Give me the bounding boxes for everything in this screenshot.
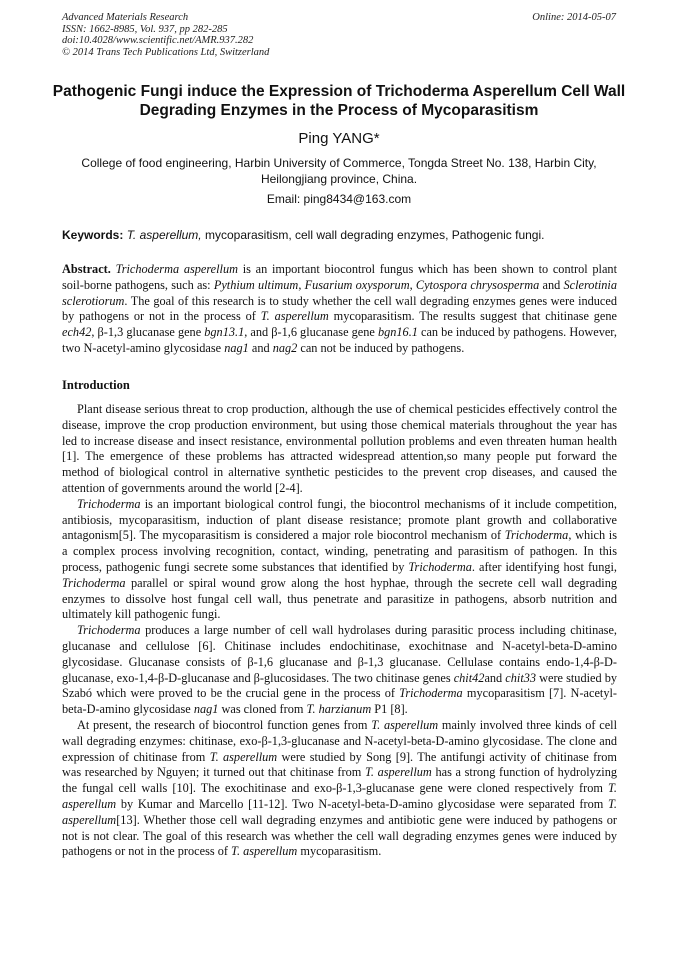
species-name: Pythium ultimum [213, 277, 299, 292]
abstract-text: mycoparasitism. The results suggest that chitinase gene [328, 309, 617, 324]
abstract-text: can not be induced by pathogens. [297, 340, 465, 355]
gene-name: ech42 [62, 325, 92, 340]
section-heading-introduction: Introduction [62, 378, 130, 392]
introduction-body [62, 402, 617, 860]
species-name: T. asperellum [62, 796, 617, 827]
paragraph-2 [62, 497, 617, 623]
keywords-label: Keywords: [62, 228, 124, 242]
issn-line: ISSN: 1662-8985, Vol. 937, pp 282-285 [62, 23, 228, 35]
copyright-line: © 2014 Trans Tech Publications Ltd, Switzerland [62, 46, 270, 58]
species-name: Cytospora chrysosperma [415, 277, 540, 292]
paragraph-text: mycoparasitism [7]. N-acetyl-beta-D-amino glycosidase [62, 686, 617, 717]
abstract [62, 262, 617, 357]
species-name: T. asperellum [364, 765, 432, 780]
keyword-species: T. asperellum, [126, 228, 202, 242]
gene-name: nag2 [272, 340, 298, 355]
paragraph-text: . after identifying host fungi, [471, 559, 617, 574]
genus-name: Trichoderma [62, 575, 126, 590]
abstract-text: and [539, 277, 564, 292]
author-name: Ping YANG* [298, 130, 380, 147]
species-name: T. asperellum [62, 781, 617, 811]
paragraph-4 [62, 718, 617, 860]
abstract-text: , and β-1,6 glucanase gene [244, 325, 378, 340]
species-name: Sclerotinia sclerotiorum [62, 277, 617, 308]
paragraph-text: by Kumar and Marcello [11-12]. Two N-acetyl-beta-D-amino glycosidase were separated from [116, 796, 608, 811]
gene-name: nag1 [193, 702, 219, 717]
paragraph-text: produces a large number of cell wall hydrolases during parasitic process including chitinase, glucanase and cellulose [6]. Chitinase includes endochitinase, exochitnase and N-acetyl-beta-D-amino glycosidase. Glucanase consists of β-1,6 glucanase and β-1,3 glucanase. Cellulase contains endo-1,4-β-D-glucanase, exo-1,4-β-D-glucanase and β-glucosidases. The two chitinase genes [62, 623, 617, 685]
paper-title: Pathogenic Fungi induce the Expression of Trichoderma Asperellum Cell Wall Degrading Enzymes in the Process of Mycoparasitism [52, 83, 626, 119]
genus-name: Trichoderma [77, 623, 141, 638]
keywords-text: mycoparasitism, cell wall degrading enzymes, Pathogenic fungi. [201, 228, 545, 242]
abstract-label: Abstract. [62, 262, 111, 276]
paragraph-text: were studied by Song [9]. The antifungi activity of chitinase from was researched by Nguyen; it turned out that chitinase from [62, 749, 618, 780]
gene-name: bgn13.1 [204, 325, 245, 340]
genus-name: Trichoderma [77, 496, 141, 511]
paragraph-1: Plant disease serious threat to crop production, although the use of chemical pesticides effectively control the disease, improve the crop production environment, but using those chemical materials throughout the year has led to increase disease and insect resistance, environmental pollution problems and even threaten human health [1]. The emergence of these problems has attracted widespread attention,so many people put forward the method of biological control in alternative synthetic pesticides to the prevent crop diseases, and caused the attention of governments around the world [2-4]. [62, 402, 617, 495]
gene-name: chit33 [505, 670, 537, 685]
species-name: T. asperellum [371, 717, 439, 732]
abstract-text: , [409, 277, 416, 292]
journal-name: Advanced Materials Research [62, 12, 189, 23]
paragraph-text: was cloned from [218, 702, 307, 717]
paragraph-text: were studied by Szabó which were proved to be the crucial gene in the process of [62, 670, 617, 701]
species-name: T. asperellum [260, 309, 329, 324]
paragraph-text: [13]. Whether those cell wall degrading enzymes and antibiotic gene were induced by pathogens or not is not clear. The goal of this research was whether the cell wall degrading enzymes genes were induced by pathogens or not in the process of [62, 812, 617, 859]
paragraph-text: , which is a complex process involving recognition, contact, winding, penetrating and parasitism of pathogen. In this process, pathogenic fungi secrete some substances that identified by [62, 528, 617, 574]
paragraph-text: and [484, 670, 506, 685]
paragraph-text: is an important biological control fungi, the biocontrol mechanisms of it include competition, antibiosis, mycoparasitism, induction of plant disease resistance; promote plant growth and collaborative antagonism[5]. The mycoparasitism is considered a major role biocontrol mechanism of [62, 496, 617, 543]
online-date: Online: 2014-05-07 [532, 12, 616, 23]
paragraph-text: has a strong function of hydrolyzing the fungal cell walls [10]. The exochitinase and exo-β-1,3-glucanase gene were cloned respectively from [62, 765, 617, 796]
abstract-text: , [298, 277, 305, 292]
species-name: T. asperellum [231, 844, 298, 859]
affiliation: College of food engineering, Harbin University of Commerce, Tongda Street No. 138, Harbin City, Heilongjiang province, China. [81, 156, 597, 186]
genus-name: Trichoderma [504, 528, 569, 543]
species-name: T. harzianum [306, 702, 372, 717]
species-name: T. asperellum [209, 749, 278, 764]
abstract-text: is an important biocontrol fungus which has been shown to control plant soil-borne pathogens, such as: [62, 262, 617, 292]
species-name: Fusarium oxysporum [304, 277, 410, 292]
abstract-text: and [248, 340, 273, 355]
paragraph-text: mycoparasitism. [297, 844, 382, 859]
paragraph-text: mainly involved three kinds of cell wall degrading enzymes: chitinase, exo-β-1,3-glucanase and N-acetyl-beta-D-amino glycosidase. The clone and expression of chitinase from [62, 717, 617, 764]
doi-line: doi:10.4028/www.scientific.net/AMR.937.282 [62, 35, 254, 46]
gene-name: nag1 [224, 340, 249, 355]
gene-name: bgn16.1 [377, 325, 418, 340]
paragraph-text: P1 [8]. [371, 702, 408, 717]
email: Email: ping8434@163.com [266, 192, 412, 206]
genus-name: Trichoderma [399, 686, 463, 701]
abstract-text: can be induced by pathogens. However, two N-acetyl-amino glycosidase [62, 325, 617, 355]
paragraph-text: At present, the research of biocontrol function genes from [77, 717, 372, 732]
genus-name: Trichoderma [408, 559, 472, 574]
gene-name: chit42 [453, 670, 485, 685]
paragraph-text: parallel or spiral wound grow along the host hyphae, through the secrete cell wall degrading enzymes to dissolve host fungal cell wall, thus penetrate and parasitize in pathogens, absorb nutrition and ultimately kill pathogenic fungi. [62, 575, 617, 622]
paragraph-3 [62, 623, 617, 718]
abstract-text: . The goal of this research is to study whether the cell wall degrading enzymes genes were induced by pathogens or not in the process of [62, 293, 617, 324]
abstract-text: , β-1,3 glucanase gene [91, 325, 205, 340]
keywords [62, 228, 617, 242]
species-name: Trichoderma asperellum [115, 262, 239, 276]
